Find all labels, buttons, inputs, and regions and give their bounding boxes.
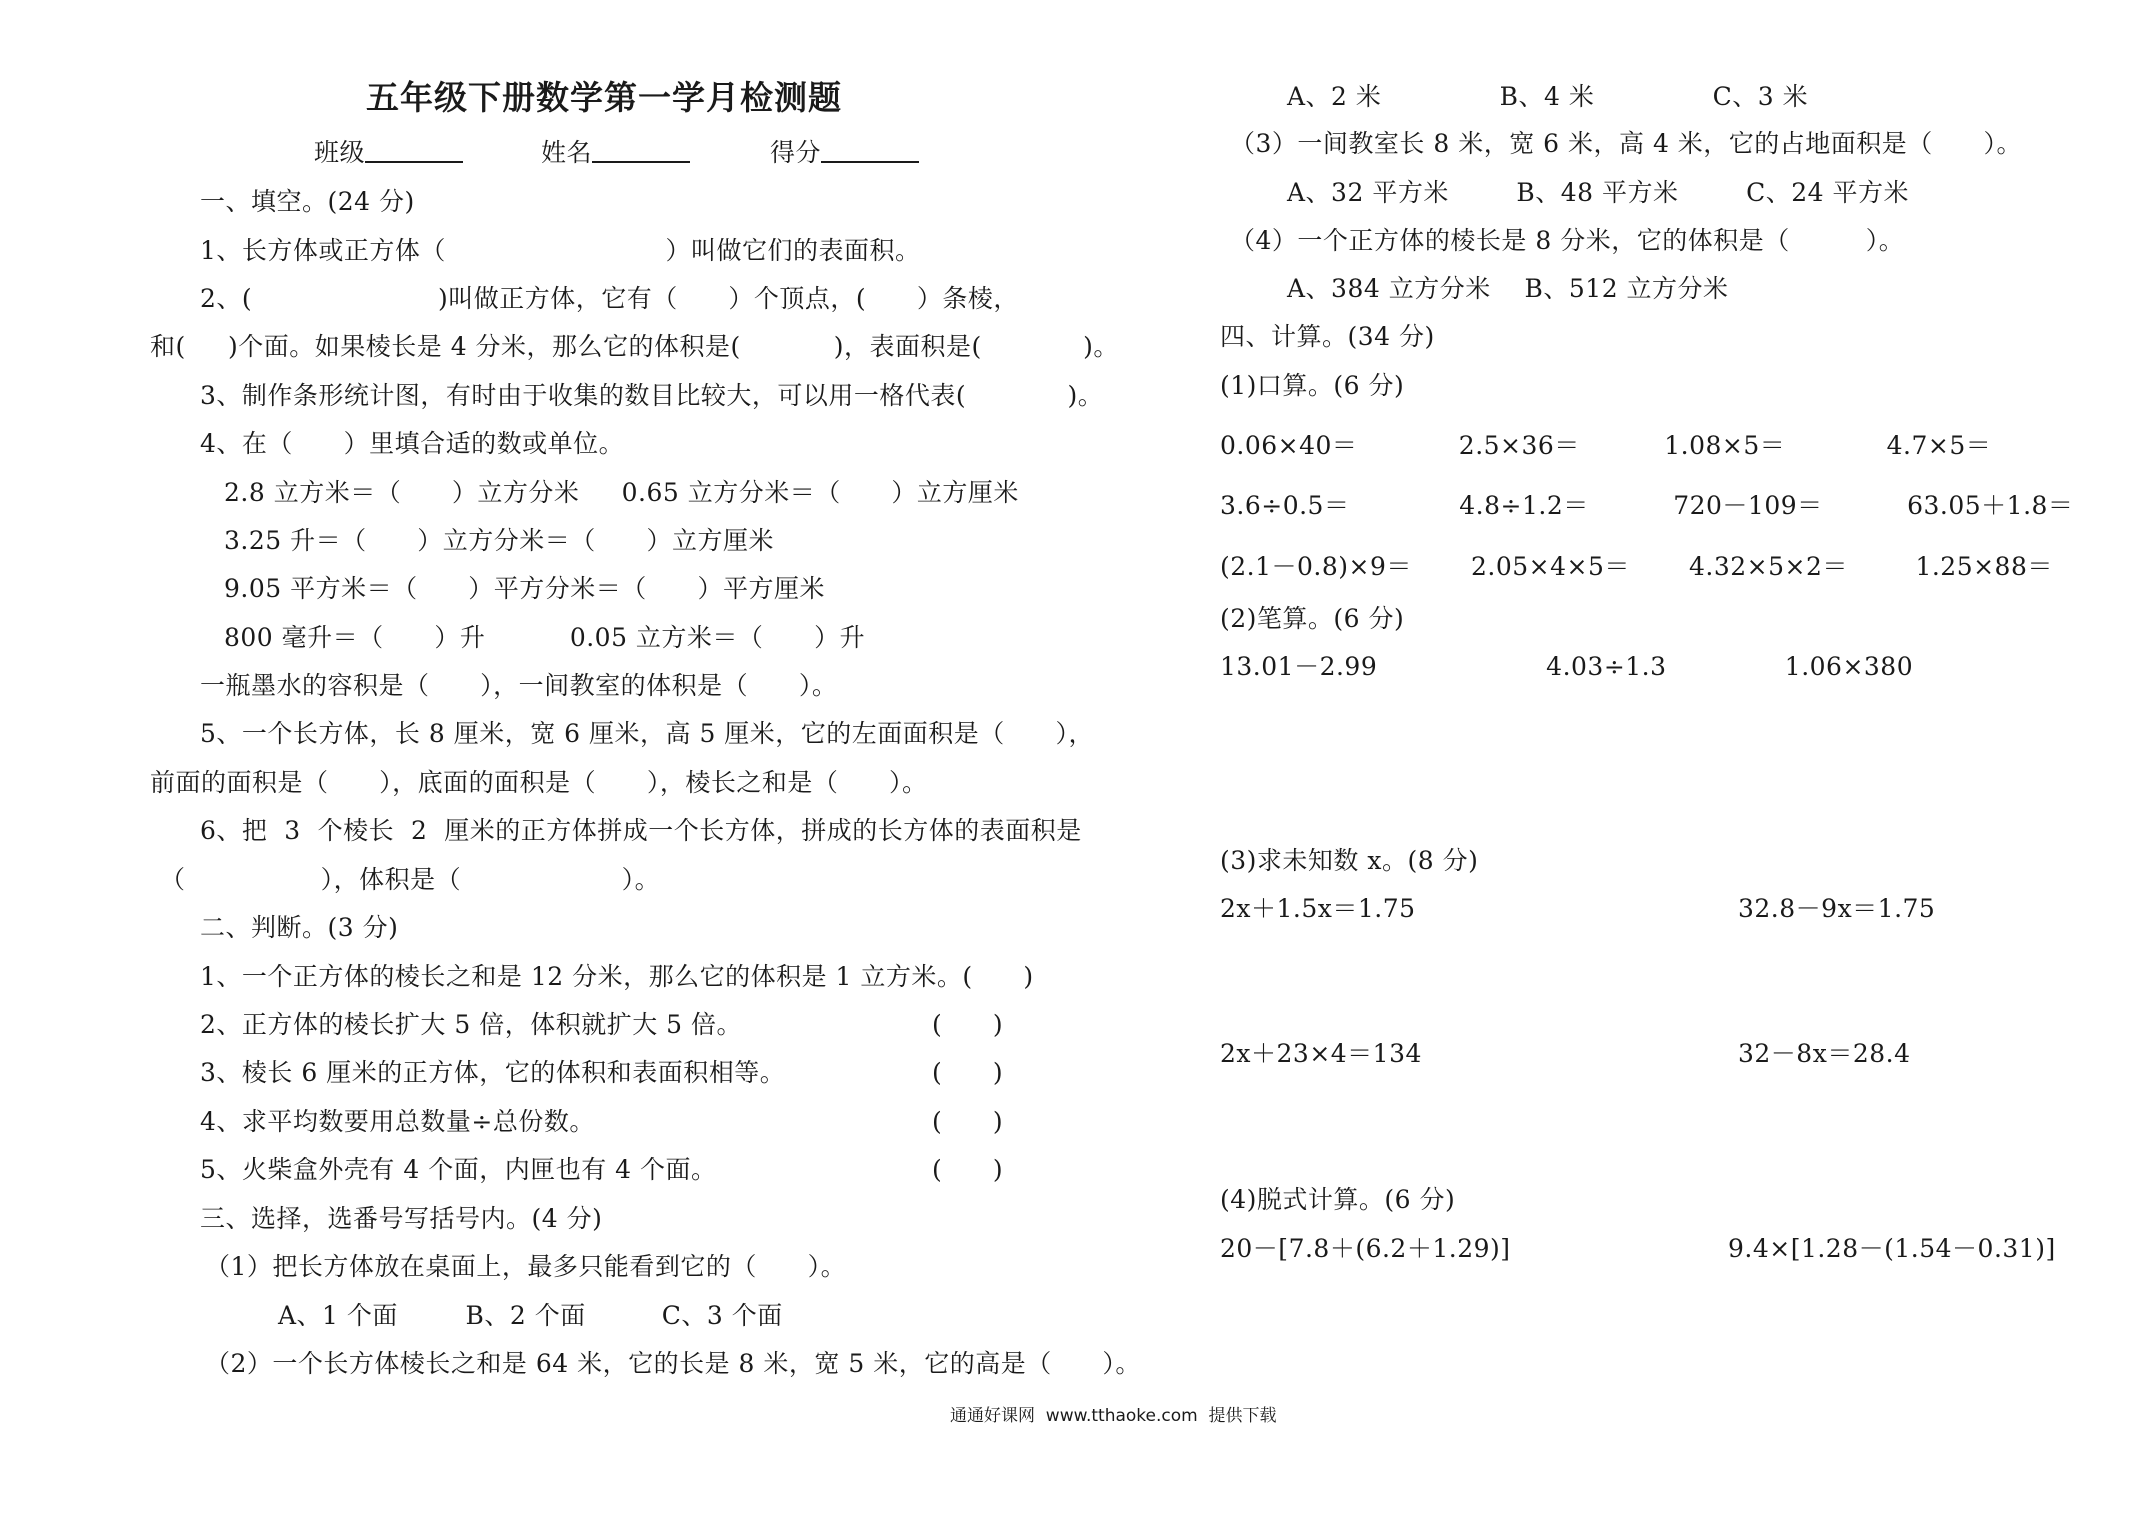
section-judge-heading: 二、判断。(3 分)	[200, 913, 399, 942]
question-line: 和( )个面。如果棱长是 4 分米，那么它的体积是( )，表面积是( )。	[150, 332, 1119, 361]
oral-calc-row: (2.1－0.8)×9＝ 2.05×4×5＝ 4.32×5×2＝ 1.25×88＝	[1220, 552, 2053, 581]
choice-options: A、1 个面 B、2 个面 C、3 个面	[278, 1301, 783, 1330]
question-line: 9.05 平方米＝（ ）平方分米＝（ ）平方厘米	[224, 574, 825, 603]
written-calc-row: 13.01－2.99 4.03÷1.3 1.06×380	[1220, 652, 1914, 681]
choice-options: A、2 米 B、4 米 C、3 米	[1287, 82, 1809, 111]
class-blank	[365, 137, 463, 163]
answer-brackets: ( )	[932, 1155, 1004, 1184]
score-label: 得分	[770, 138, 822, 167]
section-calc-heading: 四、计算。(34 分)	[1220, 322, 1435, 351]
subsection-heading: (4)脱式计算。(6 分)	[1220, 1185, 1456, 1214]
page-title: 五年级下册数学第一学月检测题	[366, 78, 842, 117]
name-blank	[592, 137, 690, 163]
question-line: （2）一个长方体棱长之和是 64 米，它的长是 8 米，宽 5 米，它的高是（ ）。	[205, 1349, 1141, 1378]
question-line: （3）一间教室长 8 米，宽 6 米，高 4 米，它的占地面积是（ ）。	[1230, 129, 2022, 158]
question-line: （4）一个正方体的棱长是 8 分米，它的体积是（ ）。	[1230, 226, 1905, 255]
choice-options: A、384 立方分米 B、512 立方分米	[1287, 274, 1729, 303]
name-field	[541, 137, 690, 169]
question-line: 800 毫升＝（ ）升 0.05 立方米＝（ ）升	[224, 623, 866, 652]
score-blank	[821, 137, 919, 163]
subsection-heading: (2)笔算。(6 分)	[1220, 604, 1405, 633]
question-line: 6、把 3 个棱长 2 厘米的正方体拼成一个长方体，拼成的长方体的表面积是	[200, 816, 1082, 845]
judge-item: 4、求平均数要用总数量÷总份数。	[200, 1107, 595, 1136]
expression: 20－[7.8＋(6.2＋1.29)]	[1220, 1234, 1511, 1263]
oral-calc-row: 0.06×40＝ 2.5×36＝ 1.08×5＝ 4.7×5＝	[1220, 431, 1992, 460]
name-label: 姓名	[541, 138, 593, 167]
expression: 9.4×[1.28－(1.54－0.31)]	[1728, 1234, 2056, 1263]
choice-options: A、32 平方米 B、48 平方米 C、24 平方米	[1287, 178, 1909, 207]
class-label: 班级	[314, 138, 366, 167]
equation: 32－8x＝28.4	[1738, 1039, 1911, 1068]
question-line: 3.25 升＝（ ）立方分米＝（ ）立方厘米	[224, 526, 774, 555]
class-field	[314, 137, 463, 169]
question-line: （1）把长方体放在桌面上，最多只能看到它的（ ）。	[205, 1252, 847, 1281]
question-line: 前面的面积是（ ），底面的面积是（ ），棱长之和是（ ）。	[150, 768, 928, 797]
question-line: 5、一个长方体，长 8 厘米，宽 6 厘米，高 5 厘米，它的左面面积是（ ），	[200, 719, 1094, 748]
section-choice-heading: 三、选择，选番号写括号内。(4 分)	[200, 1204, 603, 1233]
judge-item: 3、棱长 6 厘米的正方体，它的体积和表面积相等。	[200, 1058, 786, 1087]
question-line: 1、长方体或正方体（ ）叫做它们的表面积。	[200, 236, 921, 265]
answer-brackets: ( )	[932, 1107, 1004, 1136]
oral-calc-row: 3.6÷0.5＝ 4.8÷1.2＝ 720－109＝ 63.05＋1.8＝	[1220, 491, 2074, 520]
footer-source: 通通好课网 www.tthaoke.com 提供下载	[950, 1406, 1277, 1426]
judge-item: 2、正方体的棱长扩大 5 倍，体积就扩大 5 倍。	[200, 1010, 743, 1039]
judge-item: 5、火柴盒外壳有 4 个面，内匣也有 4 个面。	[200, 1155, 717, 1184]
question-line: 3、制作条形统计图，有时由于收集的数目比较大，可以用一格代表( )。	[200, 381, 1104, 410]
question-line: （ ），体积是（ ）。	[160, 865, 661, 894]
equation: 2x＋1.5x＝1.75	[1220, 894, 1416, 923]
subsection-heading: (3)求未知数 x。(8 分)	[1220, 846, 1479, 875]
question-line: 一瓶墨水的容积是（ ），一间教室的体积是（ ）。	[200, 671, 838, 700]
equation: 32.8－9x＝1.75	[1738, 894, 1936, 923]
question-line: 2.8 立方米＝（ ）立方分米 0.65 立方分米＝（ ）立方厘米	[224, 478, 1019, 507]
section-fill-in-heading: 一、填空。(24 分)	[200, 187, 415, 216]
answer-brackets: ( )	[932, 1058, 1004, 1087]
answer-brackets: ( )	[932, 1010, 1004, 1039]
judge-item: 1、一个正方体的棱长之和是 12 分米，那么它的体积是 1 立方米。( )	[200, 962, 1034, 991]
equation: 2x＋23×4＝134	[1220, 1039, 1422, 1068]
question-line: 4、在（ ）里填合适的数或单位。	[200, 429, 625, 458]
score-field	[770, 137, 919, 169]
question-line: 2、( )叫做正方体，它有（ ）个顶点，( ）条棱，	[200, 284, 1019, 313]
subsection-heading: (1)口算。(6 分)	[1220, 371, 1405, 400]
